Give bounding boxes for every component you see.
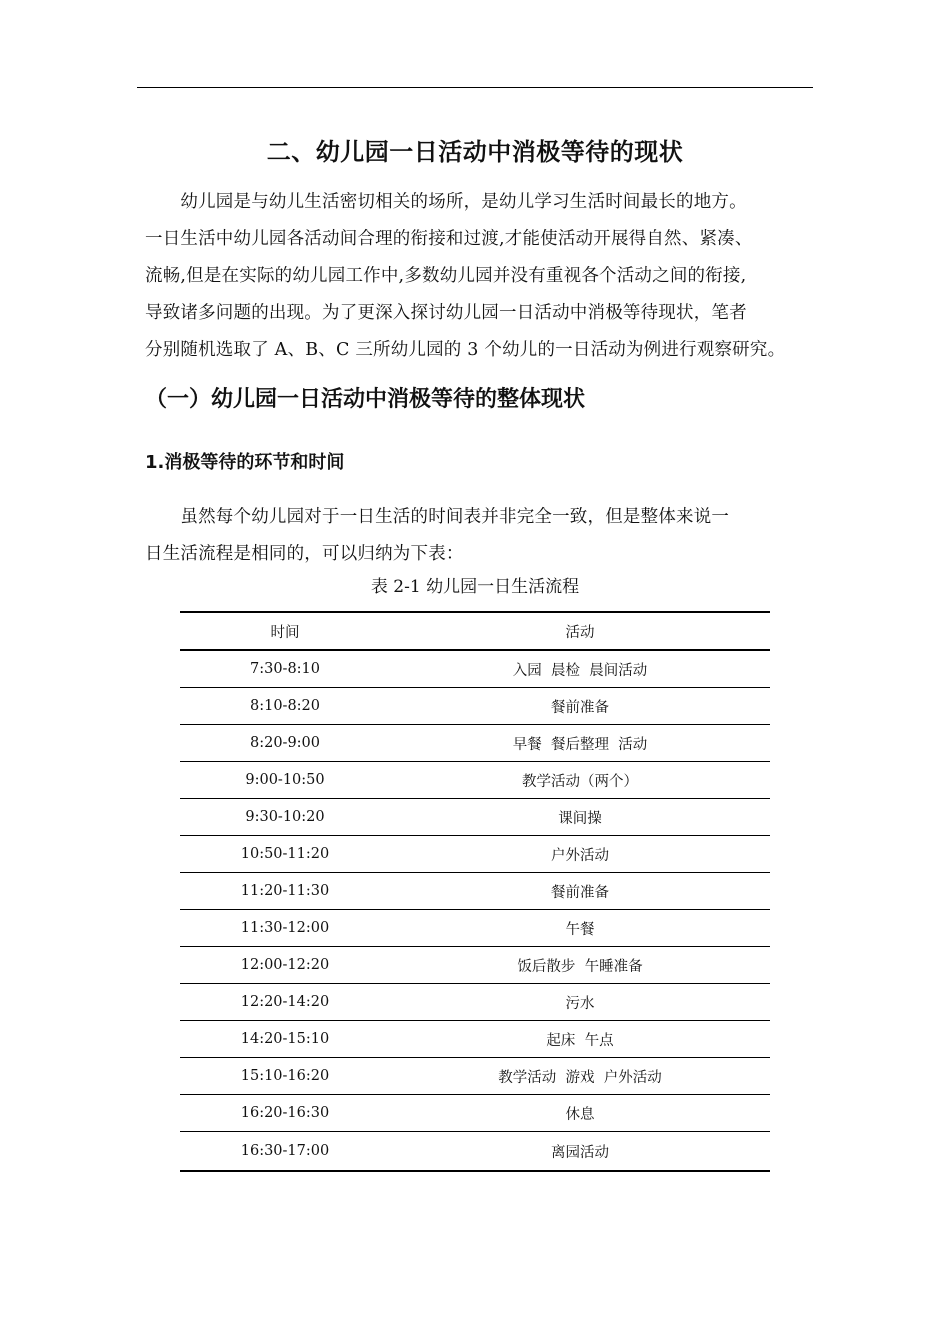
paragraph-line: 流畅,但是在实际的幼儿园工作中,多数幼儿园并没有重视各个活动之间的衔接,	[145, 266, 747, 286]
paragraph-line: 导致诸多问题的出现。为了更深入探讨幼儿园一日活动中消极等待现状，笔者	[145, 303, 747, 323]
schedule-intro-paragraph	[145, 499, 815, 573]
table-row	[180, 762, 770, 799]
activity-cell: 午餐	[390, 910, 770, 947]
table-row	[180, 688, 770, 725]
time-cell: 11:30-12:00	[180, 910, 390, 947]
activity-cell: 教学活动 游戏 户外活动	[390, 1058, 770, 1095]
activity-cell: 离园活动	[390, 1132, 770, 1172]
table-row	[180, 725, 770, 762]
time-cell: 12:00-12:20	[180, 947, 390, 984]
activity-cell: 户外活动	[390, 836, 770, 873]
subsection-title: （一）幼儿园一日活动中消极等待的整体现状	[145, 387, 586, 412]
header-rule	[137, 87, 813, 88]
column-header-activity: 活动	[390, 612, 770, 650]
paragraph-line: 幼儿园是与幼儿生活密切相关的场所，是幼儿学习生活时间最长的地方。	[145, 192, 747, 212]
activity-cell: 饭后散步 午睡准备	[390, 947, 770, 984]
time-cell: 14:20-15:10	[180, 1021, 390, 1058]
time-cell: 16:20-16:30	[180, 1095, 390, 1132]
table-caption: 表 2-1 幼儿园一日生活流程	[370, 577, 580, 597]
time-cell: 15:10-16:20	[180, 1058, 390, 1095]
activity-cell: 餐前准备	[390, 688, 770, 725]
table-row	[180, 1132, 770, 1172]
time-cell: 8:10-8:20	[180, 688, 390, 725]
paragraph-line: 分别随机选取了 A、B、C 三所幼儿园的 3 个幼儿的一日活动为例进行观察研究。	[145, 340, 786, 360]
activity-cell: 教学活动（两个）	[390, 762, 770, 799]
activity-cell: 休息	[390, 1095, 770, 1132]
activity-cell: 餐前准备	[390, 873, 770, 910]
table-row	[180, 836, 770, 873]
activity-cell: 课间操	[390, 799, 770, 836]
activity-cell: 起床 午点	[390, 1021, 770, 1058]
table-row	[180, 984, 770, 1021]
column-header-time: 时间	[180, 612, 390, 650]
table-row	[180, 1095, 770, 1132]
table-row	[180, 910, 770, 947]
table-row	[180, 1058, 770, 1095]
time-cell: 16:30-17:00	[180, 1132, 390, 1172]
time-cell: 8:20-9:00	[180, 725, 390, 762]
time-cell: 9:00-10:50	[180, 762, 390, 799]
intro-paragraph	[145, 184, 815, 369]
activity-cell: 早餐 餐后整理 活动	[390, 725, 770, 762]
paragraph-line: 虽然每个幼儿园对于一日生活的时间表并非完全一致，但是整体来说一	[145, 507, 730, 527]
activity-cell: 污水	[390, 984, 770, 1021]
table-row	[180, 650, 770, 688]
table-row	[180, 873, 770, 910]
section-title: 二、幼儿园一日活动中消极等待的现状	[266, 138, 684, 166]
table-header-row	[180, 612, 770, 650]
schedule-table	[180, 611, 770, 1172]
time-cell: 10:50-11:20	[180, 836, 390, 873]
time-cell: 7:30-8:10	[180, 650, 390, 688]
time-cell: 12:20-14:20	[180, 984, 390, 1021]
time-cell: 9:30-10:20	[180, 799, 390, 836]
subsubsection-title: 1.消极等待的环节和时间	[145, 452, 345, 473]
table-row	[180, 947, 770, 984]
paragraph-line: 一日生活中幼儿园各活动间合理的衔接和过渡,才能使活动开展得自然、紧凑、	[145, 229, 753, 249]
table-row	[180, 1021, 770, 1058]
activity-cell: 入园 晨检 晨间活动	[390, 650, 770, 688]
paragraph-line: 日生活流程是相同的，可以归纳为下表：	[145, 544, 464, 564]
time-cell: 11:20-11:30	[180, 873, 390, 910]
table-row	[180, 799, 770, 836]
